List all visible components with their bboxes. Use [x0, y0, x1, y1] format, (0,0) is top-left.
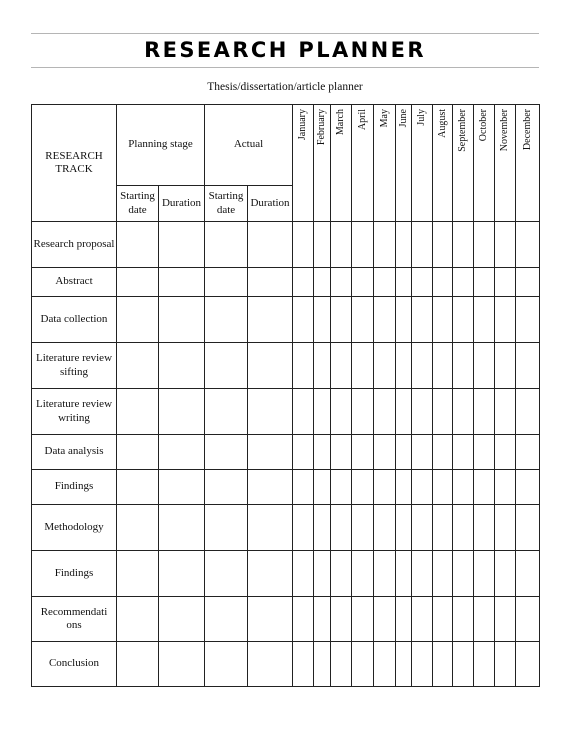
actual-duration-cell[interactable]	[248, 642, 293, 687]
month-february-cell[interactable]	[314, 597, 331, 642]
month-november-cell[interactable]	[495, 505, 516, 551]
month-august-cell[interactable]	[433, 222, 453, 268]
planning-start-cell[interactable]	[117, 470, 159, 505]
month-june-cell[interactable]	[396, 389, 412, 435]
month-may-cell[interactable]	[374, 435, 396, 470]
month-may-cell[interactable]	[374, 343, 396, 389]
month-may-cell[interactable]	[374, 551, 396, 597]
month-december-cell[interactable]	[516, 343, 540, 389]
actual-duration-cell[interactable]	[248, 470, 293, 505]
planning-start-cell[interactable]	[117, 222, 159, 268]
planning-start-cell[interactable]	[117, 435, 159, 470]
month-header-october: October	[474, 105, 495, 222]
month-december-cell[interactable]	[516, 297, 540, 343]
actual-duration-header: Duration	[248, 186, 293, 222]
month-april-cell[interactable]	[352, 642, 374, 687]
month-february-cell[interactable]	[314, 389, 331, 435]
month-may-cell[interactable]	[374, 597, 396, 642]
actual-start-cell[interactable]	[205, 435, 248, 470]
month-august-cell[interactable]	[433, 551, 453, 597]
month-april-cell[interactable]	[352, 435, 374, 470]
month-june-cell[interactable]	[396, 297, 412, 343]
month-august-cell[interactable]	[433, 297, 453, 343]
bottom-rule	[31, 67, 539, 68]
month-may-cell[interactable]	[374, 642, 396, 687]
month-june-cell[interactable]	[396, 222, 412, 268]
table-row	[32, 343, 540, 389]
month-september-cell[interactable]	[453, 597, 474, 642]
month-header-july: July	[412, 105, 433, 222]
month-july-cell[interactable]	[412, 642, 433, 687]
month-august-cell[interactable]	[433, 470, 453, 505]
planning-duration-cell[interactable]	[159, 222, 205, 268]
month-january-cell[interactable]	[293, 435, 314, 470]
month-august-cell[interactable]	[433, 505, 453, 551]
month-february-cell[interactable]	[314, 343, 331, 389]
month-january-cell[interactable]	[293, 597, 314, 642]
month-september-cell[interactable]	[453, 222, 474, 268]
month-june-cell[interactable]	[396, 505, 412, 551]
month-october-cell[interactable]	[474, 597, 495, 642]
actual-start-cell[interactable]	[205, 551, 248, 597]
row-label: Data collection	[32, 297, 117, 343]
month-march-cell[interactable]	[331, 551, 352, 597]
month-july-cell[interactable]	[412, 597, 433, 642]
actual-start-cell[interactable]	[205, 343, 248, 389]
month-header-september: September	[453, 105, 474, 222]
month-july-cell[interactable]	[412, 222, 433, 268]
actual-duration-cell[interactable]	[248, 297, 293, 343]
month-june-cell[interactable]	[396, 597, 412, 642]
actual-duration-cell[interactable]	[248, 222, 293, 268]
month-february-cell[interactable]	[314, 222, 331, 268]
row-label: Conclusion	[32, 642, 117, 687]
planning-starting-date-header: Starting date	[117, 186, 159, 222]
month-september-cell[interactable]	[453, 551, 474, 597]
month-december-cell[interactable]	[516, 642, 540, 687]
planning-duration-header: Duration	[159, 186, 205, 222]
month-header-january: January	[293, 105, 314, 222]
month-october-cell[interactable]	[474, 389, 495, 435]
page-subtitle: Thesis/dissertation/article planner	[207, 81, 363, 93]
planning-stage-header: Planning stage	[117, 105, 205, 186]
table-row	[32, 551, 540, 597]
planning-start-cell[interactable]	[117, 551, 159, 597]
month-february-cell[interactable]	[314, 642, 331, 687]
table-row	[32, 297, 540, 343]
month-november-cell[interactable]	[495, 597, 516, 642]
row-label: Recommendati ons	[32, 597, 117, 642]
month-march-cell[interactable]	[331, 389, 352, 435]
planning-start-cell[interactable]	[117, 505, 159, 551]
month-april-cell[interactable]	[352, 268, 374, 297]
table-row	[32, 597, 540, 642]
month-september-cell[interactable]	[453, 268, 474, 297]
month-august-cell[interactable]	[433, 343, 453, 389]
actual-start-cell[interactable]	[205, 268, 248, 297]
month-july-cell[interactable]	[412, 470, 433, 505]
month-november-cell[interactable]	[495, 222, 516, 268]
actual-duration-cell[interactable]	[248, 435, 293, 470]
month-march-cell[interactable]	[331, 597, 352, 642]
month-january-cell[interactable]	[293, 343, 314, 389]
actual-duration-cell[interactable]	[248, 597, 293, 642]
month-header-march: March	[331, 105, 352, 222]
month-march-cell[interactable]	[331, 470, 352, 505]
month-june-cell[interactable]	[396, 470, 412, 505]
month-header-april: April	[352, 105, 374, 222]
month-november-cell[interactable]	[495, 268, 516, 297]
planning-duration-cell[interactable]	[159, 268, 205, 297]
month-header-november: November	[495, 105, 516, 222]
row-label: Data analysis	[32, 435, 117, 470]
month-october-cell[interactable]	[474, 642, 495, 687]
row-label: Abstract	[32, 268, 117, 297]
month-october-cell[interactable]	[474, 222, 495, 268]
month-october-cell[interactable]	[474, 297, 495, 343]
month-october-cell[interactable]	[474, 470, 495, 505]
actual-duration-cell[interactable]	[248, 551, 293, 597]
month-december-cell[interactable]	[516, 551, 540, 597]
actual-start-cell[interactable]	[205, 389, 248, 435]
month-october-cell[interactable]	[474, 505, 495, 551]
month-january-cell[interactable]	[293, 551, 314, 597]
month-july-cell[interactable]	[412, 343, 433, 389]
actual-start-cell[interactable]	[205, 297, 248, 343]
row-label: Literature review writing	[32, 389, 117, 435]
month-december-cell[interactable]	[516, 505, 540, 551]
month-september-cell[interactable]	[453, 297, 474, 343]
planning-duration-cell[interactable]	[159, 297, 205, 343]
month-january-cell[interactable]	[293, 470, 314, 505]
month-february-cell[interactable]	[314, 297, 331, 343]
month-august-cell[interactable]	[433, 268, 453, 297]
month-january-cell[interactable]	[293, 642, 314, 687]
actual-duration-cell[interactable]	[248, 389, 293, 435]
month-december-cell[interactable]	[516, 597, 540, 642]
month-january-cell[interactable]	[293, 297, 314, 343]
actual-start-cell[interactable]	[205, 470, 248, 505]
actual-header: Actual	[205, 105, 293, 186]
month-april-cell[interactable]	[352, 343, 374, 389]
month-september-cell[interactable]	[453, 505, 474, 551]
planning-start-cell[interactable]	[117, 297, 159, 343]
month-september-cell[interactable]	[453, 389, 474, 435]
row-label: Findings	[32, 551, 117, 597]
planning-start-cell[interactable]	[117, 268, 159, 297]
month-july-cell[interactable]	[412, 297, 433, 343]
month-january-cell[interactable]	[293, 389, 314, 435]
actual-starting-date-header: Starting date	[205, 186, 248, 222]
month-august-cell[interactable]	[433, 642, 453, 687]
research-track-header: RESEARCH TRACK	[32, 105, 117, 222]
month-february-cell[interactable]	[314, 551, 331, 597]
month-july-cell[interactable]	[412, 551, 433, 597]
month-header-may: May	[374, 105, 396, 222]
month-may-cell[interactable]	[374, 389, 396, 435]
planner-body	[32, 222, 540, 687]
month-header-august: August	[433, 105, 453, 222]
month-april-cell[interactable]	[352, 222, 374, 268]
month-january-cell[interactable]	[293, 222, 314, 268]
planner-table	[31, 104, 540, 687]
month-february-cell[interactable]	[314, 268, 331, 297]
month-july-cell[interactable]	[412, 505, 433, 551]
month-march-cell[interactable]	[331, 222, 352, 268]
actual-start-cell[interactable]	[205, 505, 248, 551]
month-march-cell[interactable]	[331, 343, 352, 389]
month-november-cell[interactable]	[495, 551, 516, 597]
month-june-cell[interactable]	[396, 435, 412, 470]
month-april-cell[interactable]	[352, 505, 374, 551]
row-label: Findings	[32, 470, 117, 505]
month-august-cell[interactable]	[433, 435, 453, 470]
month-september-cell[interactable]	[453, 642, 474, 687]
month-november-cell[interactable]	[495, 343, 516, 389]
month-april-cell[interactable]	[352, 551, 374, 597]
planning-duration-cell[interactable]	[159, 551, 205, 597]
month-may-cell[interactable]	[374, 222, 396, 268]
month-may-cell[interactable]	[374, 505, 396, 551]
month-august-cell[interactable]	[433, 597, 453, 642]
table-row	[32, 505, 540, 551]
actual-duration-cell[interactable]	[248, 505, 293, 551]
month-november-cell[interactable]	[495, 389, 516, 435]
month-april-cell[interactable]	[352, 297, 374, 343]
month-december-cell[interactable]	[516, 222, 540, 268]
month-july-cell[interactable]	[412, 268, 433, 297]
planning-duration-cell[interactable]	[159, 505, 205, 551]
month-march-cell[interactable]	[331, 297, 352, 343]
planning-start-cell[interactable]	[117, 389, 159, 435]
table-row	[32, 642, 540, 687]
planning-duration-cell[interactable]	[159, 435, 205, 470]
row-label: Literature review sifting	[32, 343, 117, 389]
month-february-cell[interactable]	[314, 435, 331, 470]
month-december-cell[interactable]	[516, 435, 540, 470]
month-april-cell[interactable]	[352, 597, 374, 642]
month-july-cell[interactable]	[412, 389, 433, 435]
month-february-cell[interactable]	[314, 505, 331, 551]
table-row	[32, 470, 540, 505]
month-october-cell[interactable]	[474, 343, 495, 389]
table-row	[32, 222, 540, 268]
row-label: Methodology	[32, 505, 117, 551]
actual-start-cell[interactable]	[205, 642, 248, 687]
month-header-december: December	[516, 105, 540, 222]
planning-duration-cell[interactable]	[159, 597, 205, 642]
month-november-cell[interactable]	[495, 297, 516, 343]
month-september-cell[interactable]	[453, 343, 474, 389]
table-row	[32, 389, 540, 435]
month-january-cell[interactable]	[293, 505, 314, 551]
month-july-cell[interactable]	[412, 435, 433, 470]
month-november-cell[interactable]	[495, 470, 516, 505]
planning-duration-cell[interactable]	[159, 642, 205, 687]
month-september-cell[interactable]	[453, 470, 474, 505]
month-february-cell[interactable]	[314, 470, 331, 505]
month-march-cell[interactable]	[331, 642, 352, 687]
month-header-february: February	[314, 105, 331, 222]
row-label: Research proposal	[32, 222, 117, 268]
planning-duration-cell[interactable]	[159, 470, 205, 505]
month-november-cell[interactable]	[495, 435, 516, 470]
month-march-cell[interactable]	[331, 268, 352, 297]
month-april-cell[interactable]	[352, 389, 374, 435]
month-september-cell[interactable]	[453, 435, 474, 470]
table-row	[32, 268, 540, 297]
month-january-cell[interactable]	[293, 268, 314, 297]
planning-start-cell[interactable]	[117, 642, 159, 687]
month-june-cell[interactable]	[396, 642, 412, 687]
month-december-cell[interactable]	[516, 268, 540, 297]
month-april-cell[interactable]	[352, 470, 374, 505]
month-june-cell[interactable]	[396, 268, 412, 297]
month-march-cell[interactable]	[331, 505, 352, 551]
month-june-cell[interactable]	[396, 343, 412, 389]
month-march-cell[interactable]	[331, 435, 352, 470]
month-october-cell[interactable]	[474, 551, 495, 597]
month-may-cell[interactable]	[374, 470, 396, 505]
month-june-cell[interactable]	[396, 551, 412, 597]
planning-duration-cell[interactable]	[159, 343, 205, 389]
page-title: RESEARCH PLANNER	[144, 38, 426, 62]
actual-duration-cell[interactable]	[248, 268, 293, 297]
actual-start-cell[interactable]	[205, 597, 248, 642]
month-december-cell[interactable]	[516, 470, 540, 505]
month-november-cell[interactable]	[495, 642, 516, 687]
actual-start-cell[interactable]	[205, 222, 248, 268]
table-row	[32, 435, 540, 470]
planning-start-cell[interactable]	[117, 343, 159, 389]
month-december-cell[interactable]	[516, 389, 540, 435]
month-may-cell[interactable]	[374, 268, 396, 297]
month-october-cell[interactable]	[474, 435, 495, 470]
planning-start-cell[interactable]	[117, 597, 159, 642]
month-october-cell[interactable]	[474, 268, 495, 297]
month-may-cell[interactable]	[374, 297, 396, 343]
month-august-cell[interactable]	[433, 389, 453, 435]
planning-duration-cell[interactable]	[159, 389, 205, 435]
actual-duration-cell[interactable]	[248, 343, 293, 389]
month-header-june: June	[396, 105, 412, 222]
